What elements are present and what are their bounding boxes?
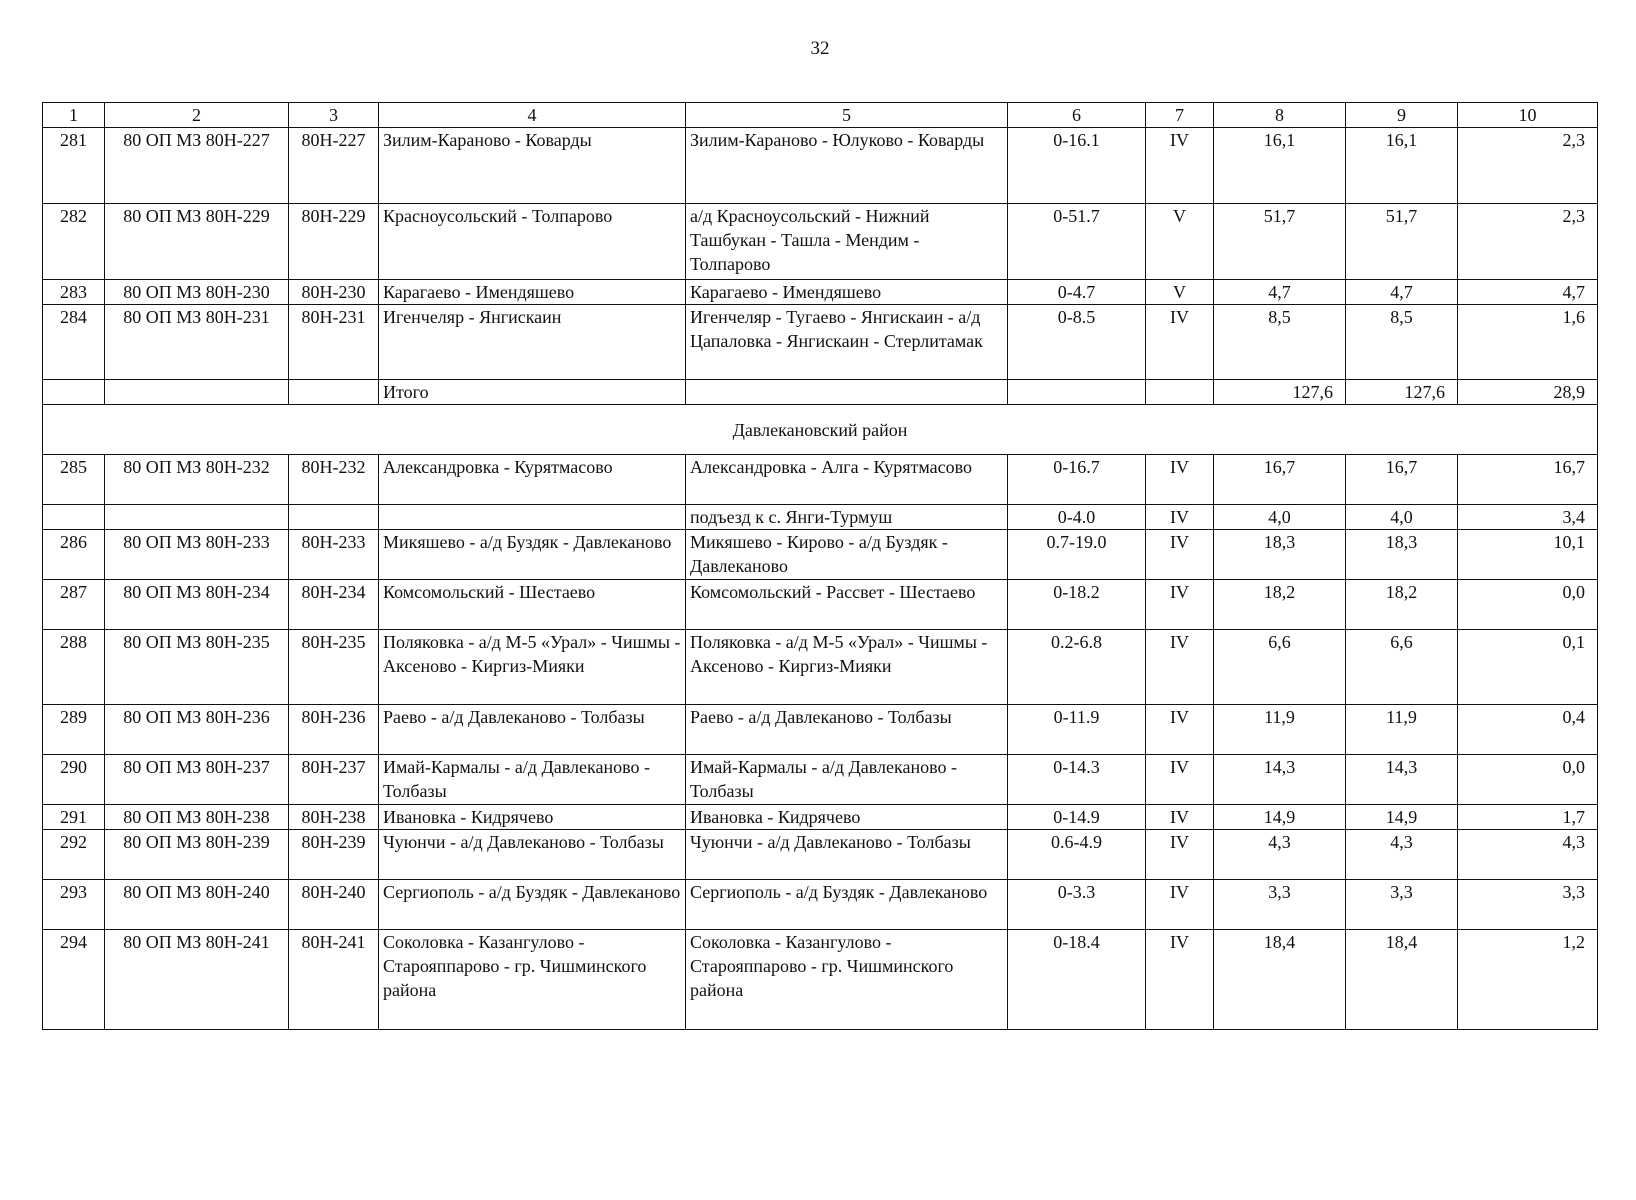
km-range-cell: 0-11.9 (1008, 705, 1146, 755)
row-number: 286 (43, 530, 105, 580)
road-short-code-cell: 80Н-230 (289, 280, 379, 305)
length-cell: 6,6 (1214, 630, 1346, 705)
road-name-cell: Раево - а/д Давлеканово - Толбазы (379, 705, 686, 755)
value-cell: 4,3 (1458, 830, 1598, 880)
road-id-cell (105, 505, 289, 530)
column-number: 5 (686, 103, 1008, 128)
value-cell: 4,7 (1458, 280, 1598, 305)
road-id-cell: 80 ОП МЗ 80Н-227 (105, 128, 289, 204)
category-cell: IV (1146, 505, 1214, 530)
length-total-cell: 18,2 (1346, 580, 1458, 630)
road-short-code-cell: 80Н-234 (289, 580, 379, 630)
road-name-cell: Карагаево - Имендяшево (379, 280, 686, 305)
total-length-2: 127,6 (1346, 380, 1458, 405)
empty-cell (289, 380, 379, 405)
row-number (43, 505, 105, 530)
row-number: 285 (43, 455, 105, 505)
km-range-cell: 0-3.3 (1008, 880, 1146, 930)
road-short-code-cell: 80Н-231 (289, 305, 379, 380)
road-id-cell: 80 ОП МЗ 80Н-240 (105, 880, 289, 930)
column-number: 6 (1008, 103, 1146, 128)
row-number: 287 (43, 580, 105, 630)
category-cell: IV (1146, 705, 1214, 755)
category-cell: IV (1146, 930, 1214, 1030)
value-cell: 16,7 (1458, 455, 1598, 505)
category-cell: IV (1146, 305, 1214, 380)
route-cell: Соколовка - Казангулово - Старояппарово - гр. Чишминского района (686, 930, 1008, 1030)
road-name-cell: Зилим-Караново - Коварды (379, 128, 686, 204)
km-range-cell: 0-14.3 (1008, 755, 1146, 805)
route-cell: Ивановка - Кидрячево (686, 805, 1008, 830)
column-number: 3 (289, 103, 379, 128)
route-cell: Александровка - Алга - Курятмасово (686, 455, 1008, 505)
road-id-cell: 80 ОП МЗ 80Н-231 (105, 305, 289, 380)
route-cell: Сергиополь - а/д Буздяк - Давлеканово (686, 880, 1008, 930)
value-cell: 2,3 (1458, 128, 1598, 204)
category-cell: IV (1146, 880, 1214, 930)
km-range-cell: 0-18.2 (1008, 580, 1146, 630)
road-row (43, 455, 1598, 505)
category-cell: IV (1146, 530, 1214, 580)
km-range-cell: 0-4.7 (1008, 280, 1146, 305)
km-range-cell: 0-4.0 (1008, 505, 1146, 530)
category-cell: IV (1146, 630, 1214, 705)
km-range-cell: 0-14.9 (1008, 805, 1146, 830)
road-name-cell: Красноусольский - Толпарово (379, 204, 686, 280)
road-row (43, 128, 1598, 204)
empty-cell (1008, 380, 1146, 405)
category-cell: V (1146, 204, 1214, 280)
length-cell: 4,0 (1214, 505, 1346, 530)
total-row (43, 380, 1598, 405)
category-cell: V (1146, 280, 1214, 305)
route-cell: Поляковка - а/д М-5 «Урал» - Чишмы - Аксеново - Киргиз-Мияки (686, 630, 1008, 705)
road-name-cell: Имай-Кармалы - а/д Давлеканово - Толбазы (379, 755, 686, 805)
row-number: 291 (43, 805, 105, 830)
road-id-cell: 80 ОП МЗ 80Н-229 (105, 204, 289, 280)
row-number: 284 (43, 305, 105, 380)
row-number: 290 (43, 755, 105, 805)
road-id-cell: 80 ОП МЗ 80Н-233 (105, 530, 289, 580)
road-short-code-cell: 80Н-241 (289, 930, 379, 1030)
route-cell: Зилим-Караново - Юлуково - Коварды (686, 128, 1008, 204)
road-row (43, 630, 1598, 705)
value-cell: 0,4 (1458, 705, 1598, 755)
route-cell: Микяшево - Кирово - а/д Буздяк - Давлеканово (686, 530, 1008, 580)
route-cell: Чуюнчи - а/д Давлеканово - Толбазы (686, 830, 1008, 880)
road-short-code-cell: 80Н-229 (289, 204, 379, 280)
row-number: 294 (43, 930, 105, 1030)
category-cell: IV (1146, 455, 1214, 505)
road-row (43, 880, 1598, 930)
km-range-cell: 0.7-19.0 (1008, 530, 1146, 580)
route-cell: а/д Красноусольский - Нижний Ташбукан - Ташла - Мендим - Толпарово (686, 204, 1008, 280)
value-cell: 10,1 (1458, 530, 1598, 580)
road-name-cell: Поляковка - а/д М-5 «Урал» - Чишмы - Аксеново - Киргиз-Мияки (379, 630, 686, 705)
category-cell: IV (1146, 755, 1214, 805)
road-short-code-cell: 80Н-239 (289, 830, 379, 880)
road-row (43, 580, 1598, 630)
route-cell: Игенчеляр - Тугаево - Янгискаин - а/д Цапаловка - Янгискаин - Стерлитамак (686, 305, 1008, 380)
length-cell: 18,3 (1214, 530, 1346, 580)
category-cell: IV (1146, 830, 1214, 880)
road-row (43, 530, 1598, 580)
road-row (43, 830, 1598, 880)
empty-cell (686, 380, 1008, 405)
km-range-cell: 0.6-4.9 (1008, 830, 1146, 880)
length-cell: 14,9 (1214, 805, 1346, 830)
road-row (43, 805, 1598, 830)
column-number: 8 (1214, 103, 1346, 128)
route-cell: Имай-Кармалы - а/д Давлеканово - Толбазы (686, 755, 1008, 805)
road-name-cell: Сергиополь - а/д Буздяк - Давлеканово (379, 880, 686, 930)
road-id-cell: 80 ОП МЗ 80Н-232 (105, 455, 289, 505)
length-total-cell: 16,1 (1346, 128, 1458, 204)
column-number: 9 (1346, 103, 1458, 128)
length-total-cell: 16,7 (1346, 455, 1458, 505)
empty-cell (1146, 380, 1214, 405)
route-cell: Раево - а/д Давлеканово - Толбазы (686, 705, 1008, 755)
length-total-cell: 4,7 (1346, 280, 1458, 305)
road-short-code-cell: 80Н-235 (289, 630, 379, 705)
row-number: 288 (43, 630, 105, 705)
roads-table (42, 102, 1598, 1030)
road-id-cell: 80 ОП МЗ 80Н-239 (105, 830, 289, 880)
road-short-code-cell (289, 505, 379, 530)
length-total-cell: 51,7 (1346, 204, 1458, 280)
length-cell: 4,3 (1214, 830, 1346, 880)
road-name-cell: Ивановка - Кидрячево (379, 805, 686, 830)
road-id-cell: 80 ОП МЗ 80Н-238 (105, 805, 289, 830)
length-total-cell: 18,4 (1346, 930, 1458, 1030)
column-number: 4 (379, 103, 686, 128)
road-row (43, 705, 1598, 755)
road-id-cell: 80 ОП МЗ 80Н-241 (105, 930, 289, 1030)
district-heading: Давлекановский район (43, 405, 1598, 455)
road-short-code-cell: 80Н-233 (289, 530, 379, 580)
road-id-cell: 80 ОП МЗ 80Н-236 (105, 705, 289, 755)
value-cell: 1,6 (1458, 305, 1598, 380)
length-total-cell: 6,6 (1346, 630, 1458, 705)
value-cell: 2,3 (1458, 204, 1598, 280)
length-cell: 16,1 (1214, 128, 1346, 204)
column-number: 10 (1458, 103, 1598, 128)
length-cell: 11,9 (1214, 705, 1346, 755)
length-total-cell: 18,3 (1346, 530, 1458, 580)
route-cell: Карагаево - Имендяшево (686, 280, 1008, 305)
sub-road-row (43, 505, 1598, 530)
length-total-cell: 8,5 (1346, 305, 1458, 380)
row-number: 293 (43, 880, 105, 930)
category-cell: IV (1146, 128, 1214, 204)
page-number: 32 (810, 38, 830, 59)
road-short-code-cell: 80Н-240 (289, 880, 379, 930)
km-range-cell: 0-18.4 (1008, 930, 1146, 1030)
length-total-cell: 11,9 (1346, 705, 1458, 755)
length-total-cell: 14,3 (1346, 755, 1458, 805)
length-cell: 14,3 (1214, 755, 1346, 805)
empty-cell (43, 380, 105, 405)
road-row (43, 204, 1598, 280)
total-length: 127,6 (1214, 380, 1346, 405)
road-name-cell: Комсомольский - Шестаево (379, 580, 686, 630)
road-name-cell: Чуюнчи - а/д Давлеканово - Толбазы (379, 830, 686, 880)
value-cell: 0,1 (1458, 630, 1598, 705)
row-number: 292 (43, 830, 105, 880)
road-id-cell: 80 ОП МЗ 80Н-237 (105, 755, 289, 805)
route-cell: подъезд к с. Янги-Турмуш (686, 505, 1008, 530)
road-short-code-cell: 80Н-232 (289, 455, 379, 505)
column-number: 2 (105, 103, 289, 128)
road-name-cell (379, 505, 686, 530)
length-total-cell: 4,0 (1346, 505, 1458, 530)
row-number: 282 (43, 204, 105, 280)
road-row (43, 755, 1598, 805)
length-total-cell: 3,3 (1346, 880, 1458, 930)
road-name-cell: Соколовка - Казангулово - Старояппарово - гр. Чишминского района (379, 930, 686, 1030)
length-cell: 18,4 (1214, 930, 1346, 1030)
category-cell: IV (1146, 805, 1214, 830)
value-cell: 1,2 (1458, 930, 1598, 1030)
row-number: 283 (43, 280, 105, 305)
km-range-cell: 0-16.1 (1008, 128, 1146, 204)
column-number: 1 (43, 103, 105, 128)
total-label: Итого (379, 380, 686, 405)
km-range-cell: 0-51.7 (1008, 204, 1146, 280)
km-range-cell: 0-8.5 (1008, 305, 1146, 380)
length-total-cell: 14,9 (1346, 805, 1458, 830)
road-row (43, 305, 1598, 380)
category-cell: IV (1146, 580, 1214, 630)
road-id-cell: 80 ОП МЗ 80Н-234 (105, 580, 289, 630)
value-cell: 1,7 (1458, 805, 1598, 830)
road-id-cell: 80 ОП МЗ 80Н-235 (105, 630, 289, 705)
empty-cell (105, 380, 289, 405)
length-cell: 4,7 (1214, 280, 1346, 305)
value-cell: 0,0 (1458, 755, 1598, 805)
row-number: 289 (43, 705, 105, 755)
length-cell: 3,3 (1214, 880, 1346, 930)
length-cell: 16,7 (1214, 455, 1346, 505)
column-number: 7 (1146, 103, 1214, 128)
road-name-cell: Александровка - Курятмасово (379, 455, 686, 505)
length-cell: 8,5 (1214, 305, 1346, 380)
km-range-cell: 0-16.7 (1008, 455, 1146, 505)
road-name-cell: Игенчеляр - Янгискаин (379, 305, 686, 380)
length-cell: 18,2 (1214, 580, 1346, 630)
road-row (43, 930, 1598, 1030)
road-name-cell: Микяшево - а/д Буздяк - Давлеканово (379, 530, 686, 580)
table-body (43, 103, 1598, 1030)
road-short-code-cell: 80Н-236 (289, 705, 379, 755)
km-range-cell: 0.2-6.8 (1008, 630, 1146, 705)
road-short-code-cell: 80Н-237 (289, 755, 379, 805)
length-cell: 51,7 (1214, 204, 1346, 280)
value-cell: 3,4 (1458, 505, 1598, 530)
value-cell: 3,3 (1458, 880, 1598, 930)
road-short-code-cell: 80Н-238 (289, 805, 379, 830)
length-total-cell: 4,3 (1346, 830, 1458, 880)
road-row (43, 280, 1598, 305)
total-value: 28,9 (1458, 380, 1598, 405)
value-cell: 0,0 (1458, 580, 1598, 630)
row-number: 281 (43, 128, 105, 204)
road-id-cell: 80 ОП МЗ 80Н-230 (105, 280, 289, 305)
column-number-row (43, 103, 1598, 128)
route-cell: Комсомольский - Рассвет - Шестаево (686, 580, 1008, 630)
district-row (43, 405, 1598, 455)
road-short-code-cell: 80Н-227 (289, 128, 379, 204)
